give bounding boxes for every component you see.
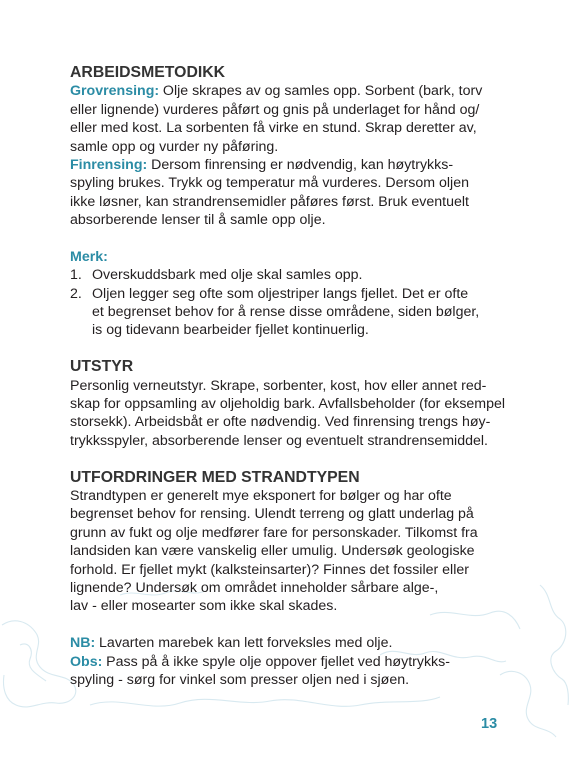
page-content [70, 64, 540, 689]
text-line: samle opp og vurder ny påføring. [70, 138, 279, 155]
text-line: storsekk). Arbeidsbåt er ofte nødvendig. Ved finrensing trengs høy- [70, 414, 491, 431]
text-line: grunn av fukt og olje medfører fare for personskader. Tilkomst fra [70, 524, 478, 541]
paragraph-finrensing [70, 156, 540, 230]
section-heading: UTFORDRINGER MED STRANDTYPEN [70, 468, 360, 486]
coastline-outline [2, 621, 76, 707]
text-line: Personlig verneutstyr. Skrape, sorbenter, kost, hov eller annet red- [70, 377, 487, 394]
text-span: Oljen legger seg ofte som oljestriper langs fjellet. Det er ofte [92, 285, 469, 302]
section-utstyr [70, 358, 540, 450]
text-line: et begrenset behov for å rense disse områdene, siden bølger, [92, 304, 480, 321]
text-line: lignende? Undersøk om området inneholder sårbare alge-, [70, 579, 439, 596]
coastline-outline [90, 697, 440, 706]
text-span: Overskuddsbark med olje skal samles opp. [92, 267, 363, 284]
grovrensing-label: Grovrensing: [70, 83, 160, 100]
text-line: spyling - sørg for vinkel som presser oljen ned i sjøen. [70, 671, 410, 688]
obs-label: Obs: [70, 653, 103, 670]
list-number: 2. [70, 285, 82, 302]
list-item [70, 266, 540, 284]
text-span: Dersom finrensing er nødvendig, kan høytrykks- [151, 156, 454, 173]
page-number: 13 [481, 716, 498, 732]
finrensing-label: Finrensing: [70, 156, 148, 173]
text-line: lav - eller mosearter som ikke skal skades. [70, 598, 338, 615]
section-utfordringer [70, 469, 540, 616]
text-line [70, 653, 540, 671]
list-item [70, 285, 540, 340]
text-line [70, 634, 540, 652]
text-line: absorberende lenser til å samle opp olje. [70, 212, 326, 229]
text-line [70, 156, 540, 174]
text-line: trykksspyler, absorberende lenser og eventuelt strandrensemiddel. [70, 432, 488, 449]
text-line: spyling brukes. Trykk og temperatur må vurderes. Dersom oljen [70, 175, 469, 192]
text-line: eller lignende) vurderes påført og gnis på underlaget for hånd og/ [70, 101, 480, 118]
text-line: skap for oppsamling av oljeholdig bark. Avfallsbeholder (for eksempel [70, 396, 506, 413]
section-heading: UTSTYR [70, 358, 134, 376]
coastline-outline [20, 644, 46, 681]
text-line: landsiden kan være vanskelig eller umulig. Undersøk geologiske [70, 543, 475, 560]
text-line: begrenset behov for rensing. Ulendt terreng og glatt underlag på [70, 506, 474, 523]
section-heading: ARBEIDSMETODIKK [70, 64, 226, 81]
coastline-outline [540, 585, 568, 705]
section-arbeidsmetodikk [70, 64, 540, 230]
text-span: Olje skrapes av og samles opp. Sorbent (bark, torv [162, 83, 483, 100]
paragraph-grovrensing [70, 82, 540, 156]
text-line [70, 266, 540, 284]
section-notes [70, 634, 540, 689]
text-line: forhold. Er fjellet mykt (kalksteinsarter)? Finnes det fossiler eller [70, 561, 469, 578]
text-line: eller med kost. La sorbenten få virke en stund. Skrap deretter av, [70, 120, 477, 137]
nb-label: NB: [70, 635, 96, 652]
text-span: Lavarten marebek kan lett forveksles med olje. [99, 635, 393, 652]
text-line [70, 285, 540, 303]
text-line: ikke løsner, kan strandrensemidler påføres først. Bruk eventuelt [70, 193, 469, 210]
section-merk [70, 248, 540, 340]
merk-label: Merk: [70, 248, 108, 265]
text-line [70, 82, 540, 100]
text-line: is og tidevann bearbeider fjellet kontinuerlig. [92, 322, 369, 339]
list-number: 1. [70, 267, 82, 284]
text-span: Pass på å ikke spyle olje oppover fjellet ved høytrykks- [106, 653, 450, 670]
text-line: Strandtypen er generelt mye eksponert for bølger og har ofte [70, 487, 452, 504]
